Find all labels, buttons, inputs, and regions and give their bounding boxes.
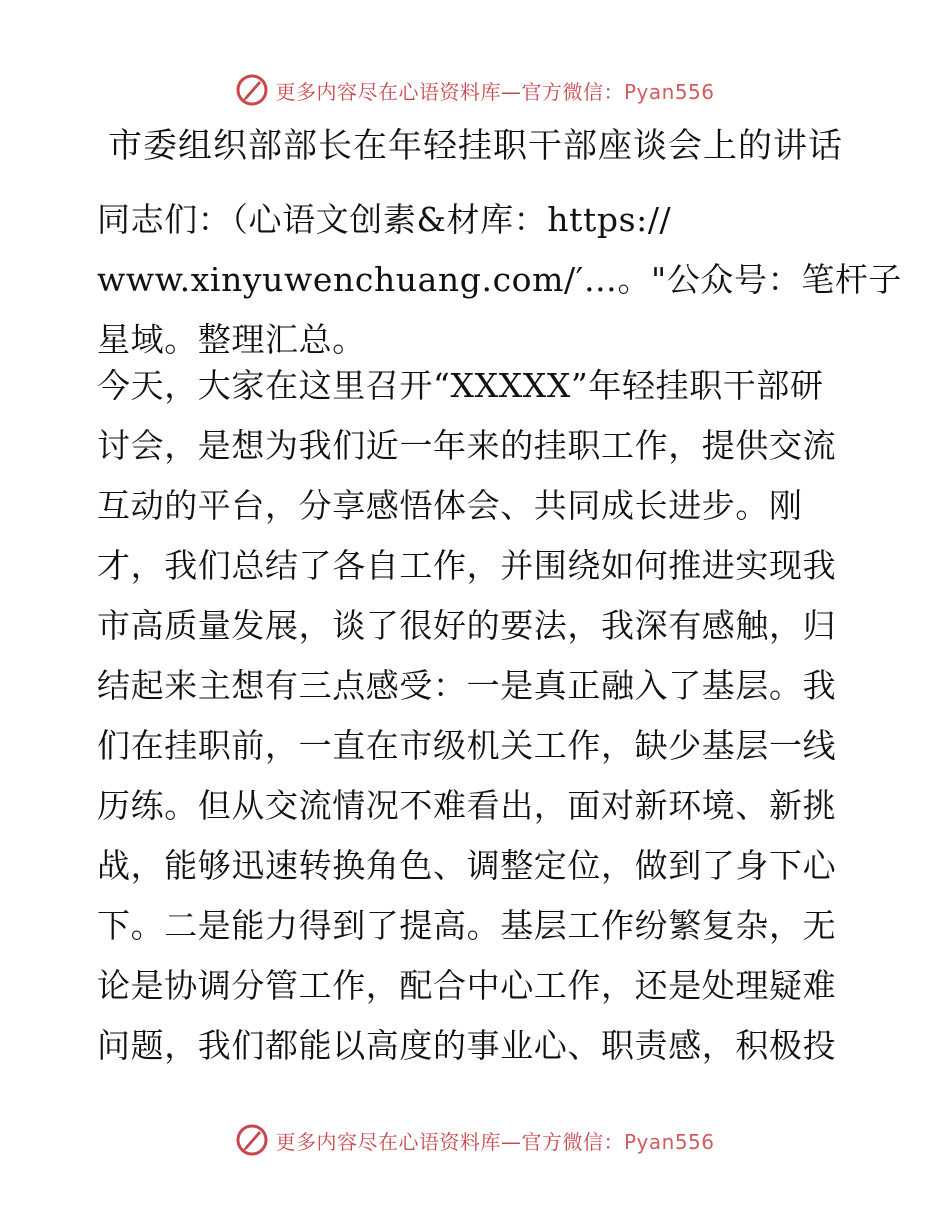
body-line: 市高质量发展，谈了很好的要法，我深有感触，归 bbox=[97, 606, 837, 645]
watermark-wechat-id: Pyan556 bbox=[623, 79, 715, 104]
body-line: 问题，我们都能以高度的事业心、职责感，积极投 bbox=[97, 1026, 837, 1065]
footer-watermark-banner bbox=[0, 1120, 950, 1160]
body-line: 才，我们总结了各自工作，并围绕如何推进实现我 bbox=[97, 546, 837, 585]
watermark-dash: — bbox=[500, 79, 522, 104]
body-line: 论是协调分管工作，配合中心工作，还是处理疑难 bbox=[97, 966, 837, 1005]
body-paragraph bbox=[97, 356, 857, 1076]
quill-logo-icon bbox=[235, 1123, 269, 1157]
watermark-official-label: 官方微信： bbox=[521, 79, 624, 104]
body-line: 下。二是能力得到了提高。基层工作纷繁复杂，无 bbox=[97, 906, 837, 945]
body-line: 互动的平台，分享感悟体会、共同成长进步。刚 bbox=[97, 486, 803, 525]
watermark-dash: — bbox=[500, 1129, 522, 1154]
body-line: 讨会，是想为我们近一年来的挂职工作，提供交流 bbox=[97, 426, 837, 465]
body-line: 们在挂职前，一直在市级机关工作，缺少基层一线 bbox=[97, 726, 837, 765]
body-line: 今天，大家在这里召开“XXXXX”年轻挂职干部研 bbox=[97, 366, 824, 405]
watermark-cn-text: 更多内容尽在心语资料库 bbox=[275, 79, 501, 104]
intro-line: www.xinyuwenchuang.com/′…。"公众号：笔杆子 bbox=[97, 260, 903, 299]
quill-logo-icon bbox=[235, 73, 269, 107]
watermark-text bbox=[275, 76, 714, 105]
body-line: 结起来主想有三点感受：一是真正融入了基层。我 bbox=[97, 666, 837, 705]
intro-line: 同志们：（心语文创素&材库：https:// bbox=[97, 200, 672, 239]
intro-line: 星域。整理汇总。 bbox=[97, 320, 366, 359]
intro-paragraph bbox=[97, 190, 903, 370]
body-line: 历练。但从交流情况不难看出，面对新环境、新挑 bbox=[97, 786, 837, 825]
watermark-official-label: 官方微信： bbox=[521, 1129, 624, 1154]
watermark-text bbox=[275, 1126, 714, 1155]
document-title: 市委组织部部长在年轻挂职干部座谈会上的讲话 bbox=[108, 126, 843, 166]
header-watermark-banner bbox=[0, 70, 950, 110]
watermark-wechat-id: Pyan556 bbox=[623, 1129, 715, 1154]
watermark-cn-text: 更多内容尽在心语资料库 bbox=[275, 1129, 501, 1154]
body-line: 战，能够迅速转换角色、调整定位，做到了身下心 bbox=[97, 846, 837, 885]
